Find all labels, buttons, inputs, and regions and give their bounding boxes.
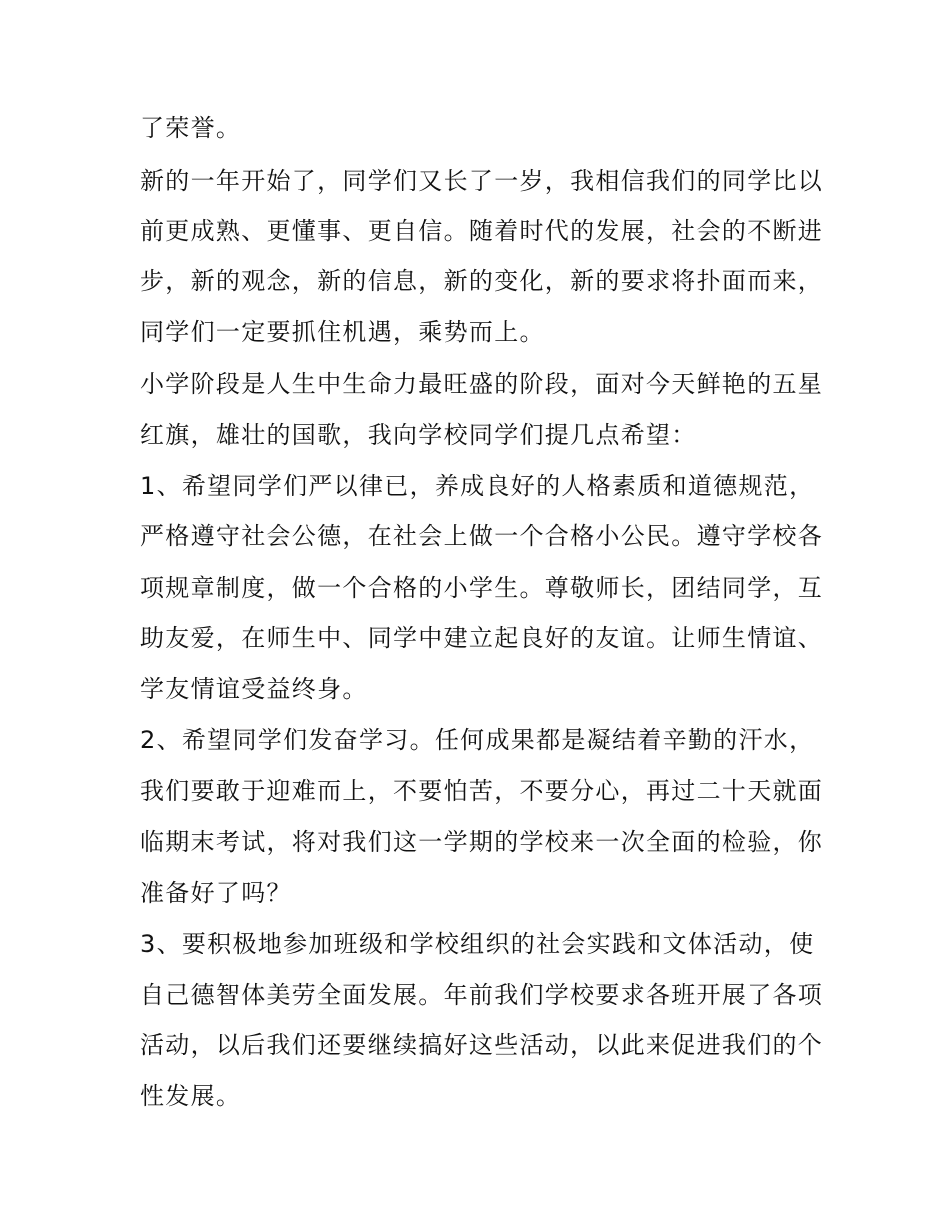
- text-line: 3、要积极地参加班级和学校组织的社会实践和文体活动，使: [140, 930, 815, 958]
- text-line: 学友情谊受益终身。: [140, 675, 368, 703]
- text-line: 活动，以后我们还要继续搞好这些活动，以此来促进我们的个: [140, 1031, 824, 1059]
- text-line: 同学们一定要抓住机遇，乘势而上。: [140, 318, 545, 346]
- text-line: 自己德智体美劳全面发展。年前我们学校要求各班开展了各项: [140, 981, 824, 1009]
- text-line: 前更成熟、更懂事、更自信。随着时代的发展，社会的不断进: [140, 217, 824, 245]
- text-line: 项规章制度，做一个合格的小学生。尊敬师长，团结同学，互: [140, 574, 824, 602]
- text-line: 助友爱，在师生中、同学中建立起良好的友谊。让师生情谊、: [140, 624, 824, 652]
- text-line: 准备好了吗？: [140, 879, 292, 907]
- text-line: 1、希望同学们严以律已，养成良好的人格素质和道德规范，: [140, 472, 815, 500]
- text-line: 新的一年开始了，同学们又长了一岁，我相信我们的同学比以: [140, 167, 824, 195]
- text-line: 步，新的观念，新的信息，新的变化，新的要求将扑面而来，: [140, 267, 824, 295]
- text-line: 严格遵守社会公德，在社会上做一个合格小公民。遵守学校各: [140, 522, 824, 550]
- text-line: 小学阶段是人生中生命力最旺盛的阶段，面对今天鲜艳的五星: [140, 370, 824, 398]
- text-line: 临期末考试，将对我们这一学期的学校来一次全面的检验，你: [140, 828, 824, 856]
- text-line: 我们要敢于迎难而上，不要怕苦，不要分心，再过二十天就面: [140, 777, 824, 805]
- text-line: 性发展。: [140, 1082, 242, 1110]
- text-line: 了荣誉。: [140, 114, 242, 142]
- text-line: 红旗，雄壮的国歌，我向学校同学们提几点希望：: [140, 421, 697, 449]
- text-line: 2、希望同学们发奋学习。任何成果都是凝结着辛勤的汗水，: [140, 726, 815, 754]
